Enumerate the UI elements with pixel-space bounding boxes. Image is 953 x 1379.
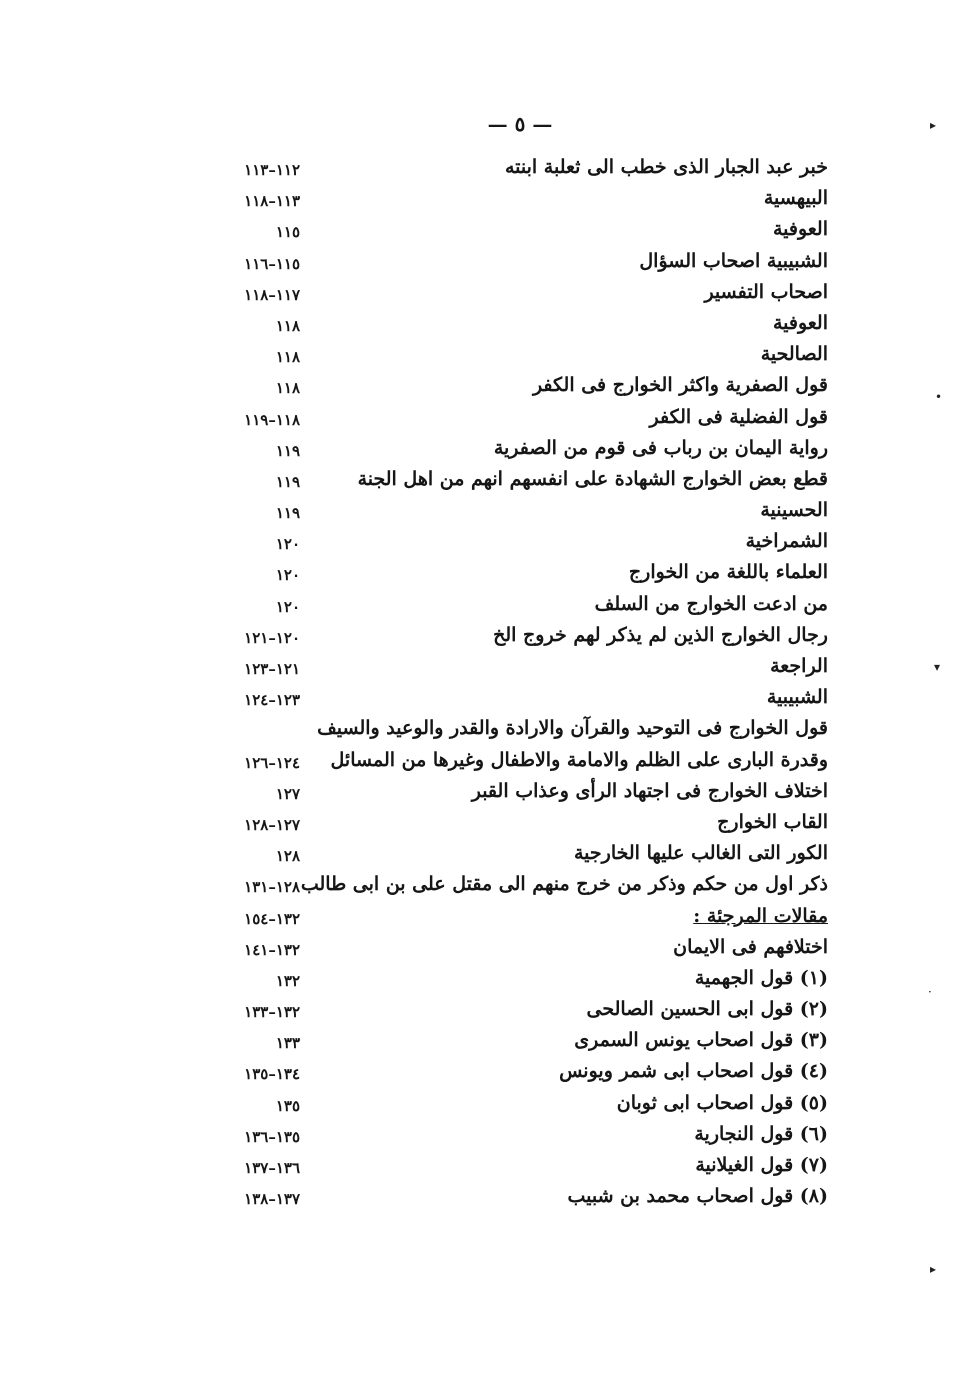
margin-mark: ▸ [930, 1262, 937, 1276]
toc-entry [190, 402, 840, 433]
toc-entry-pages: ١٣٢–١٣٣ [244, 1003, 300, 1022]
toc-entry [190, 464, 840, 495]
toc-entry [190, 339, 840, 370]
toc-entry-pages: ١١٣–١١٨ [244, 192, 300, 211]
toc-entry [190, 807, 840, 838]
toc-entry-title: (٦) قول النجارية [694, 1122, 828, 1145]
toc-entry-title: الراجعة [770, 655, 828, 677]
toc-entry-title: (٢) قول ابى الحسين الصالحى [586, 998, 828, 1021]
toc-entry-pages: ١١٥ [275, 223, 300, 242]
toc-entry-pages: ١١٨ [275, 316, 300, 335]
toc-entry [190, 214, 840, 245]
toc-entry-title: الشمراخية [745, 530, 828, 553]
toc-entry-title: اختلاف الخوارج فى اجتهاد الرأى وعذاب القبر [471, 779, 828, 802]
toc-entry-title: رجال الخوارج الذين لم يذكر لهم خروج الخ [493, 623, 828, 646]
toc-entry [190, 1025, 840, 1056]
toc-entry [190, 651, 840, 682]
toc-entry-pages: ١٣٣ [275, 1034, 300, 1053]
margin-mark: · [928, 985, 932, 999]
toc-entry-pages: ١٢٧ [275, 784, 300, 803]
toc-entry-title: الكور التى الغالب عليها الخارجية [574, 842, 828, 865]
toc-entry-title: (٥) قول اصحاب ابى ثوبان [616, 1091, 828, 1114]
toc-entry-title: العوفية [772, 218, 828, 241]
toc-entry-pages: ١٢٧–١٢٨ [244, 815, 300, 834]
toc-entry-title: قطع بعض الخوارج الشهادة على انفسهم انهم من اهل الجنة [357, 467, 828, 490]
toc-entry-pages: ١٢٠–١٢١ [244, 628, 300, 647]
toc-entry-pages: ١١٢–١١٣ [244, 161, 300, 179]
toc-entry [190, 682, 840, 713]
toc-entry-pages: ١٣٥ [275, 1096, 300, 1115]
toc-entry-pages: ١٣٢–١٥٤ [244, 909, 300, 928]
toc-entry [190, 1119, 840, 1150]
toc-entry-title: مقالات المرجئة : [693, 904, 828, 927]
margin-mark: ▸ [930, 118, 937, 132]
toc-entry-pages: ١١٧–١١٨ [244, 285, 300, 304]
toc-entry [190, 277, 840, 308]
toc-entry-title: قول الخوارج فى التوحيد والقرآن والارادة والقدر والوعيد والسيف [317, 717, 828, 740]
toc-entry [190, 495, 840, 526]
toc-entry-title: العوفية [772, 311, 828, 334]
toc-entry-pages: ١٣٥–١٣٦ [244, 1127, 300, 1146]
toc-entry-pages: ١٣٢ [275, 971, 300, 990]
toc-entry-title: (٨) قول اصحاب محمد بن شبيب [567, 1185, 828, 1208]
toc-entry [190, 963, 840, 994]
toc-entry-pages: ١١٨ [275, 379, 300, 398]
toc-entry [190, 776, 840, 807]
toc-entry-title: اصحاب التفسير [704, 280, 828, 303]
toc-entry-pages: ١٣٦–١٣٧ [244, 1159, 300, 1177]
toc-entry-title: البيهسية [763, 187, 828, 210]
toc-entry-pages: ١٢٤–١٢٦ [244, 753, 300, 772]
toc-entry-pages: ١١٥–١١٦ [244, 254, 300, 273]
toc-entry [190, 1056, 840, 1087]
toc-entry-pages: ١٢٠ [275, 597, 300, 616]
toc-entry [190, 1088, 840, 1119]
toc-entry-pages: ١٣٤–١٣٥ [244, 1065, 300, 1084]
toc-entry-pages: ١٣٢–١٤١ [244, 940, 300, 959]
toc-entry [190, 838, 840, 869]
table-of-contents [190, 152, 840, 1212]
toc-entry-title: ذكر اول من حكم وذكر من خرج منهم الى مقتل على بن ابى طالب [300, 873, 828, 896]
toc-entry-pages: ١١٩ [275, 441, 300, 460]
toc-entry [190, 932, 840, 963]
toc-entry-title: وقدرة البارى على الظلم والامامة والاطفال وغيرها من المسائل [330, 748, 828, 771]
toc-entry [190, 994, 840, 1025]
toc-entry [190, 433, 840, 464]
toc-entry-title: (٧) قول الغيلانية [695, 1154, 828, 1176]
toc-entry [190, 1181, 840, 1212]
toc-entry [190, 620, 840, 651]
toc-entry-title: اختلافهم فى الايمان [673, 935, 828, 958]
toc-entry-pages: ١٣٧–١٣٨ [244, 1190, 300, 1209]
toc-entry [190, 370, 840, 401]
toc-entry-pages: ١٢٠ [275, 566, 300, 585]
toc-entry [190, 183, 840, 214]
toc-entry-title: الشبيبية اصحاب السؤال [639, 249, 828, 272]
toc-entry-title: من ادعت الخوارج من السلف [594, 592, 828, 615]
toc-entry [190, 713, 840, 744]
toc-entry-pages: ١١٩ [275, 472, 300, 491]
toc-entry-title: خبر عبد الجبار الذى خطب الى ثعلبة ابنته [504, 156, 828, 178]
toc-entry-pages: ١٢٨–١٣١ [244, 878, 300, 897]
toc-entry [190, 246, 840, 277]
toc-entry-title: قول الفضلية فى الكفر [649, 405, 828, 428]
toc-entry-title: قول الصفرية واكثر الخوارج فى الكفر [532, 374, 828, 397]
margin-mark: ▾ [934, 660, 941, 674]
toc-entry-pages: ١٢٣–١٢٤ [244, 691, 300, 710]
toc-entry [190, 526, 840, 557]
toc-entry-title: القاب الخوارج [717, 810, 828, 833]
toc-entry-pages: ١٢٨ [275, 847, 300, 866]
toc-entry [190, 901, 840, 932]
toc-entry [190, 745, 840, 776]
toc-entry [190, 308, 840, 339]
toc-entry-pages: ١١٨ [275, 348, 300, 367]
toc-entry-title: (٤) قول اصحاب ابى شمر ويونس [559, 1060, 828, 1083]
toc-entry-pages: ١٢١–١٢٣ [244, 660, 300, 678]
toc-entry-pages: ١١٩ [275, 504, 300, 523]
toc-entry-title: (٣) قول اصحاب يونس السمرى [574, 1029, 828, 1052]
toc-entry [190, 152, 840, 183]
toc-entry-title: الشبيبية [766, 686, 828, 709]
toc-entry-pages: ١١٨–١١٩ [244, 410, 300, 429]
toc-entry-title: العلماء باللغة من الخوارج [628, 561, 828, 584]
toc-entry [190, 1150, 840, 1181]
toc-entry-title: رواية اليمان بن رباب فى قوم من الصفرية [493, 436, 828, 459]
margin-mark: • [935, 390, 943, 404]
toc-entry-pages: ١٢٠ [275, 535, 300, 554]
toc-entry [190, 589, 840, 620]
toc-entry [190, 869, 840, 900]
toc-entry-title: الحسينية [760, 499, 828, 522]
toc-entry [190, 557, 840, 588]
toc-entry-title: (١) قول الجهمية [694, 966, 828, 989]
toc-entry-title: الصالحية [760, 343, 828, 366]
page-number: — ٥ — [487, 112, 553, 136]
